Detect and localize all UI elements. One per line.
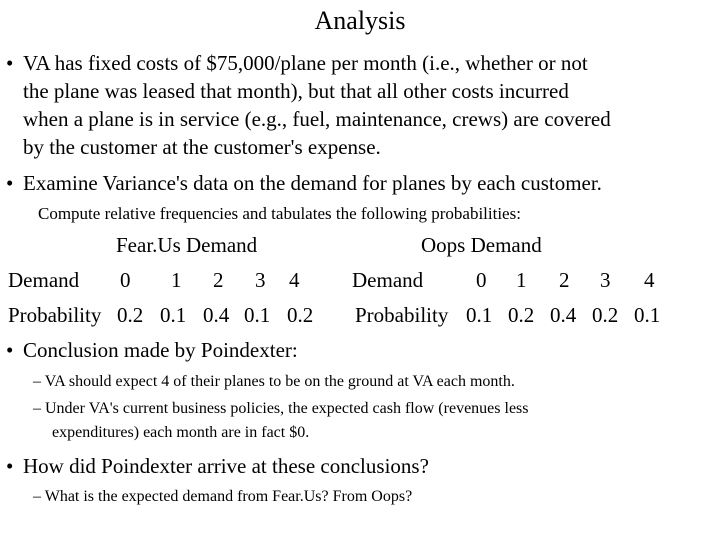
bullet-marker: • — [6, 454, 14, 478]
oops-demand-value: 1 — [516, 268, 527, 292]
bullet-line: when a plane is in service (e.g., fuel, maintenance, crews) are covered — [23, 107, 611, 131]
fearus-demand-value: 2 — [213, 268, 224, 292]
bullet-text: Conclusion made by Poindexter: — [23, 338, 298, 362]
fearus-prob-label: Probability — [8, 303, 102, 327]
oops-demand-value: 0 — [476, 268, 487, 292]
fearus-demand-value: 3 — [255, 268, 266, 292]
bullet-conclusion — [6, 337, 706, 365]
oops-prob-label: Probability — [355, 303, 449, 327]
oops-demand-label: Demand — [352, 268, 424, 292]
fearus-demand-value: 1 — [171, 268, 182, 292]
oops-prob-value: 0.1 — [466, 303, 493, 327]
oops-demand-value: 3 — [600, 268, 611, 292]
oops-prob-value: 0.4 — [550, 303, 577, 327]
oops-demand-value: 4 — [644, 268, 655, 292]
fearus-prob-value: 0.1 — [160, 303, 187, 327]
fearus-prob-value: 0.2 — [117, 303, 144, 327]
bullet-marker: • — [6, 171, 14, 195]
sub-point-planes-on-ground: – VA should expect 4 of their planes to be on the ground at VA each month. — [33, 373, 515, 390]
bullet-text: Examine Variance's data on the demand for planes by each customer. — [23, 171, 602, 195]
bullet-text: How did Poindexter arrive at these conclusions? — [23, 454, 429, 478]
oops-prob-value: 0.2 — [592, 303, 619, 327]
fearus-demand-label: Demand — [8, 268, 80, 292]
oops-prob-value: 0.1 — [634, 303, 661, 327]
fearus-prob-value: 0.2 — [287, 303, 314, 327]
oops-demand-value: 2 — [559, 268, 570, 292]
fearus-demand-value: 0 — [120, 268, 131, 292]
bullet-line: VA has fixed costs of $75,000/plane per month (i.e., whether or not — [23, 51, 588, 75]
bullet-line: the plane was leased that month), but that all other costs incurred — [23, 79, 569, 103]
bullet-marker: • — [6, 338, 14, 362]
fearus-heading: Fear.Us Demand — [116, 233, 258, 257]
bullet-examine-data — [6, 170, 706, 198]
fearus-prob-value: 0.4 — [203, 303, 230, 327]
bullet-question — [6, 453, 706, 481]
sub-point-cash-flow: – Under VA's current business policies, the expected cash flow (revenues less — [33, 400, 529, 417]
bullet-line: by the customer at the customer's expense. — [23, 135, 381, 159]
sub-point-expected-demand: – What is the expected demand from Fear.Us? From Oops? — [33, 488, 413, 505]
oops-prob-value: 0.2 — [508, 303, 535, 327]
slide-title: Analysis — [314, 6, 406, 35]
bullet-fixed-costs — [6, 50, 706, 160]
bullet-marker: • — [6, 51, 14, 75]
oops-heading: Oops Demand — [421, 233, 542, 257]
sub-point-cash-flow-cont: expenditures) each month are in fact $0. — [52, 424, 310, 441]
fearus-prob-value: 0.1 — [244, 303, 271, 327]
compute-note: Compute relative frequencies and tabulates the following probabilities: — [38, 204, 521, 223]
fearus-demand-value: 4 — [289, 268, 300, 292]
